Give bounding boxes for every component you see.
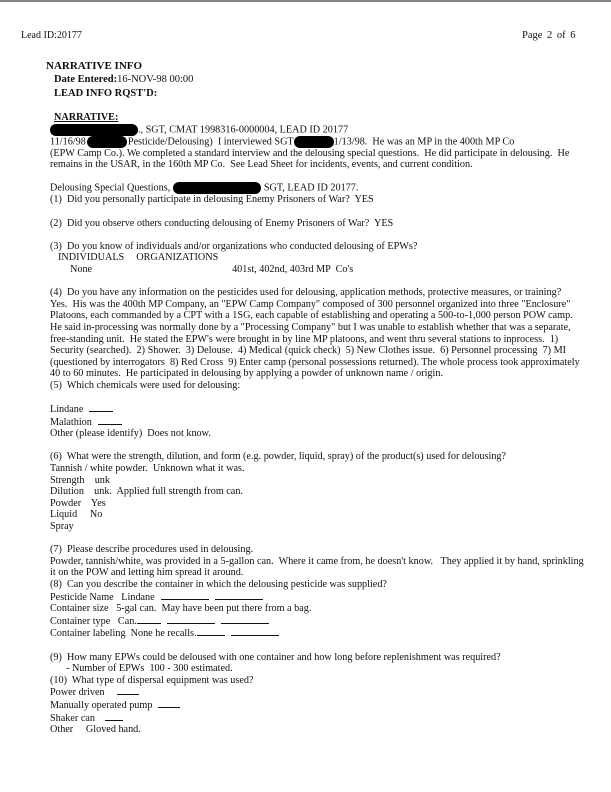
date-entered-value: 16-NOV-98 00:00 — [117, 74, 194, 85]
strength: Strength unk — [50, 474, 110, 486]
question-5: (5) Which chemicals were used for delousing: — [50, 379, 241, 391]
section-title: NARRATIVE INFO — [46, 60, 143, 72]
narrative-line: 1/13/98. He was an MP in the 400th MP Co — [333, 135, 515, 147]
option-lindane: Lindane — [50, 404, 84, 416]
question-4: (4) Do you have any information on the pesticides used for delousing, application methods, protective measures, or training? — [50, 287, 562, 299]
liquid: Liquid No — [50, 509, 103, 521]
blank-line — [89, 403, 113, 412]
redaction — [87, 136, 127, 148]
narrative-paragraph: (EPW Camp Co.). We completed a standard interview and the delousing special questions. He did participate in delousing. He remains in the USAR, in the 160th MP Co. See Lead Sheet for incidents, events, and current condition. — [50, 147, 572, 171]
col-organizations: ORGANIZATIONS — [136, 252, 219, 264]
answer-6: Tannish / white powder. Unknown what it was. — [50, 463, 245, 475]
question-10: (10) What type of dispersal equipment was used? — [50, 674, 254, 686]
question-9: (9) How many EPWs could be deloused with one container and how long before replenishment was required? — [50, 651, 501, 663]
narrative-body — [50, 112, 587, 736]
blank-line — [197, 627, 225, 636]
question-1: (1) Did you personally participate in delousing Enemy Prisoners of War? YES — [50, 194, 374, 206]
lead-info-label: LEAD INFO RQST'D: — [54, 88, 158, 99]
dilution: Dilution unk. Applied full strength from can. — [50, 486, 243, 498]
individuals-answer: None — [70, 263, 93, 275]
blank-line — [215, 591, 263, 600]
date-entered-label: Date Entered: — [54, 74, 118, 85]
option-other: Other (please identify) Does not know. — [50, 428, 211, 440]
question-8: (8) Can you describe the container in which the delousing pesticide was supplied? — [50, 578, 387, 590]
question-7: (7) Please describe procedures used in delousing. — [50, 544, 254, 556]
answer-9: - Number of EPWs 100 - 300 estimated. — [66, 663, 233, 675]
question-3: (3) Do you know of individuals and/or organizations who conducted delousing of EPWs? — [50, 240, 418, 252]
organizations-answer: 401st, 402nd, 403rd MP Co's — [232, 263, 354, 275]
question-6: (6) What were the strength, dilution, and form (e.g. powder, liquid, spray) of the product(s) used for delousing? — [50, 451, 507, 463]
blank-line — [158, 699, 180, 708]
option-other-dispersal: Other Gloved hand. — [50, 724, 141, 736]
pesticide-name: Pesticide Name Lindane — [50, 591, 155, 603]
container-size: Container size 5-gal can. May have been put there from a bag. — [50, 603, 312, 615]
blank-line — [98, 416, 122, 425]
narrative-label: NARRATIVE: — [54, 112, 119, 123]
redaction — [50, 124, 138, 136]
redaction — [294, 136, 334, 148]
blank-line — [117, 686, 139, 695]
special-questions-lead: SGT, LEAD ID 20177. — [261, 182, 359, 194]
spray: Spray — [50, 521, 74, 532]
blank-line — [221, 615, 269, 624]
option-manual-pump: Manually operated pump — [50, 699, 153, 711]
special-questions-label: Delousing Special Questions, — [50, 182, 171, 194]
narrative-line: Pesticide/Delousing) I interviewed SGT — [127, 135, 294, 147]
date-entered — [54, 74, 193, 85]
blank-line — [105, 712, 123, 721]
blank-line — [167, 615, 215, 624]
page-number: Page 2 of 6 — [522, 30, 576, 41]
narrative-date: 11/16/98 — [50, 135, 86, 147]
scan-top-edge — [0, 0, 611, 2]
container-labeling: Container labeling None he recalls. — [50, 628, 197, 640]
lead-id: Lead ID:20177 — [21, 30, 82, 41]
option-shaker-can: Shaker can — [50, 712, 95, 724]
redaction — [173, 182, 261, 194]
col-individuals: INDIVIDUALS — [58, 252, 125, 264]
answer-7: Powder, tannish/white, was provided in a 5-gallon can. Where it came from, he doesn't know. They applied it by hand, sprinkling it on the POW and letting him spread it around. — [50, 555, 587, 579]
blank-line — [137, 615, 161, 624]
narrative-line: ., SGT, CMAT 1998316-0000004, LEAD ID 20177 — [138, 123, 349, 135]
question-2: (2) Did you observe others conducting delousing of Enemy Prisoners of War? YES — [50, 217, 394, 229]
option-power-driven: Power driven — [50, 687, 105, 699]
container-type: Container type Can. — [50, 615, 137, 627]
blank-line — [231, 627, 279, 636]
powder: Powder Yes — [50, 497, 106, 509]
option-malathion: Malathion — [50, 416, 92, 428]
answer-4: Yes. His was the 400th MP Company, an "EPW Camp Company" composed of 300 personnel organized into three "Enclosure" Platoons, each commanded by a CPT with a 1SG, each capable of establishing and operating a 500-to-1,000 person POW camp. He said in-processing was normally done by a "Processing Company" but I was unable to establish whether that was a separate, free-standing unit. He stated the EPW's were brought in by line MP platoons, and went thru several stations to inprocess. 1) Security (searched). 2) Shower. 3) Delouse. 4) Medical (quick check) 5) New Clothes issue. 6) Personnel processing 7) MI (questioned by interrogators 8) Red Cross 9) Enter camp (personal possessions returned). The whole process took approximately 40 to 60 minutes. He participated in delousing by applying a powder of unknown name / origin. — [50, 298, 583, 380]
blank-line — [161, 591, 209, 600]
